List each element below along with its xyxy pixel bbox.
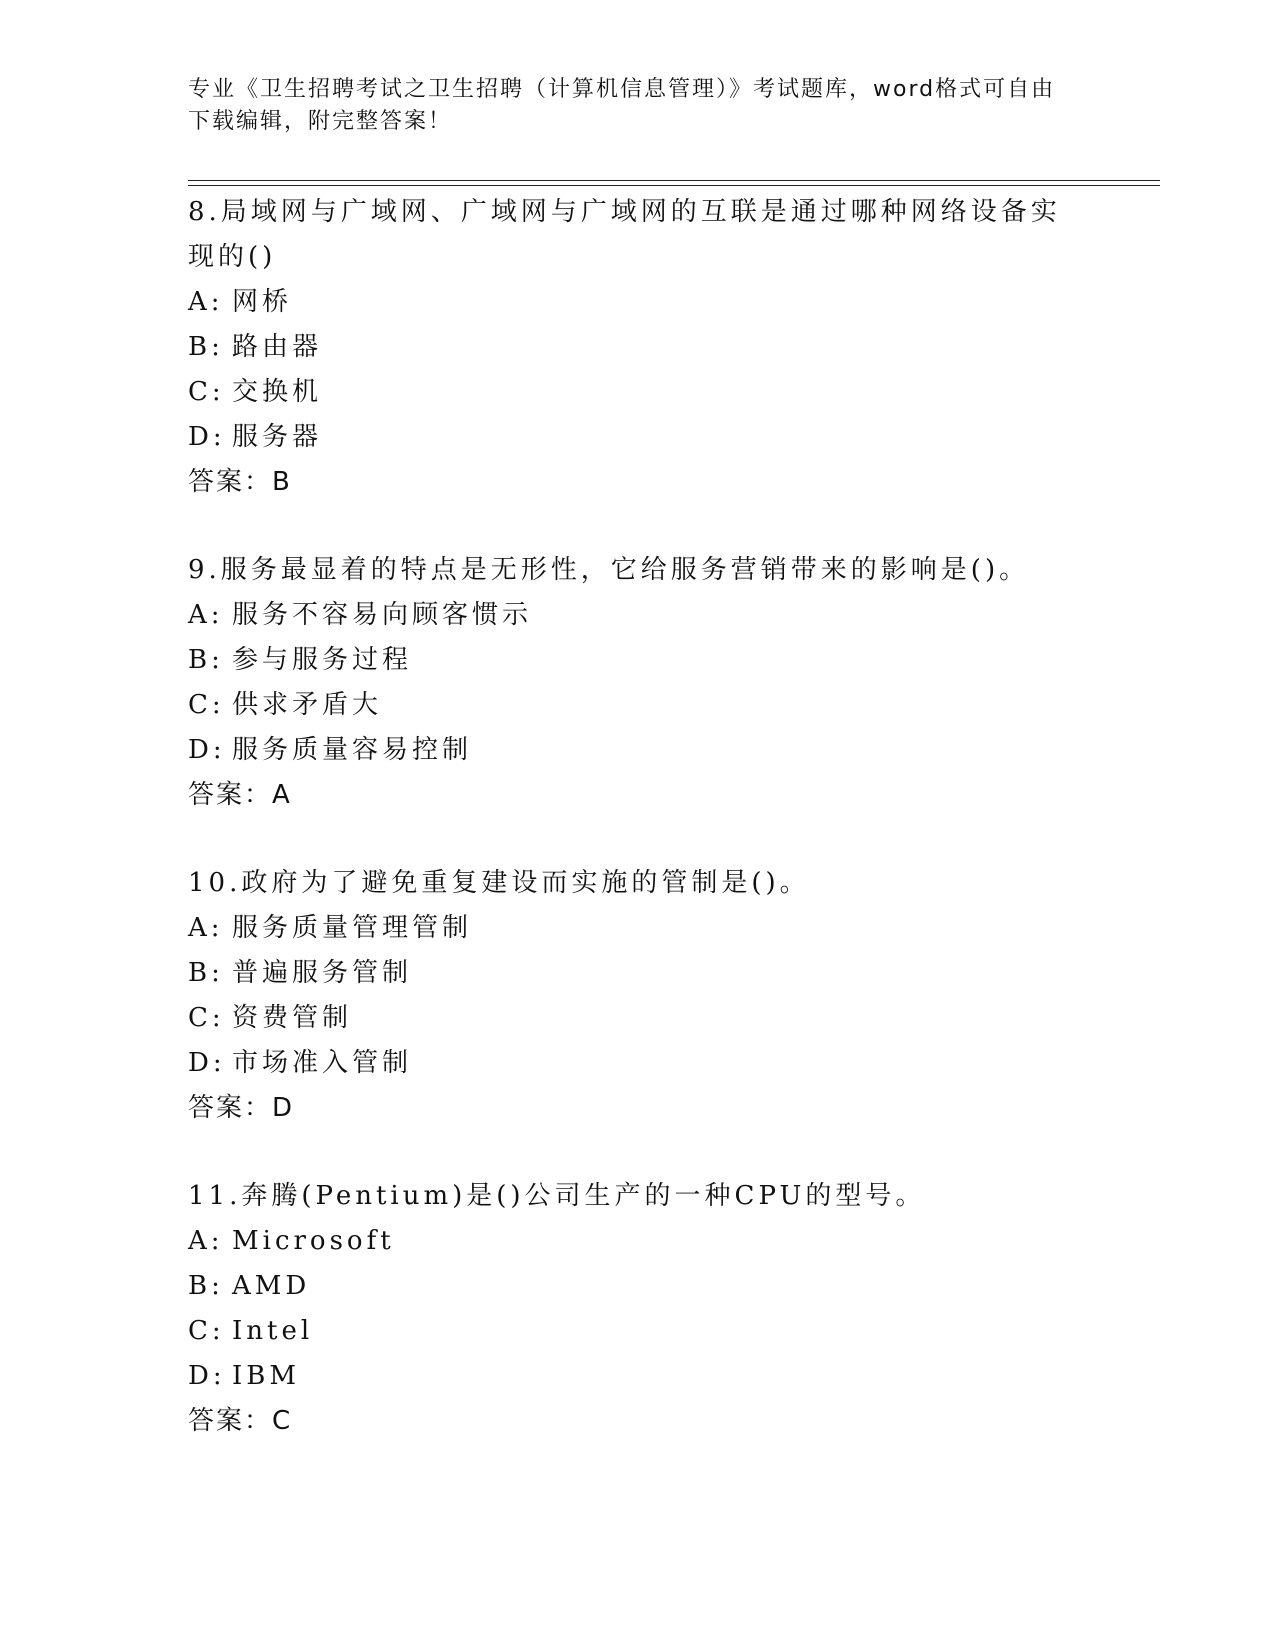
question-10 (188, 861, 1088, 1131)
option-b (188, 638, 1088, 683)
option-c (188, 996, 1088, 1041)
option-a (188, 1219, 1088, 1264)
question-stem: 10.政府为了避免重复建设而实施的管制是()。 (188, 868, 810, 898)
option-key: B: (188, 645, 224, 675)
option-key: A: (188, 1226, 224, 1256)
answer-line: 答案：A (188, 780, 292, 810)
option-key: C: (188, 1003, 225, 1033)
option-text: 市场准入管制 (232, 1048, 413, 1078)
answer-line: 答案：B (188, 467, 292, 497)
option-b (188, 951, 1088, 996)
option-a (188, 906, 1088, 951)
option-d (188, 1354, 1088, 1399)
option-text: 参与服务过程 (232, 645, 413, 675)
question-8 (188, 190, 1088, 505)
option-key: D: (188, 1048, 226, 1078)
question-stem: 9.服务最显着的特点是无形性，它给服务营销带来的影响是()。 (188, 555, 1030, 585)
option-a (188, 593, 1088, 638)
option-c (188, 683, 1088, 728)
option-key: C: (188, 377, 225, 407)
option-b (188, 1264, 1088, 1309)
option-key: A: (188, 913, 224, 943)
header-rule-bottom (188, 185, 1160, 186)
option-key: D: (188, 1361, 226, 1391)
document-header: 专业《卫生招聘考试之卫生招聘（计算机信息管理）》考试题库，word格式可自由下载编辑，附完整答案！ (188, 77, 1056, 134)
option-text: IBM (232, 1361, 300, 1391)
option-c (188, 1309, 1088, 1354)
option-d (188, 1041, 1088, 1086)
option-text: Intel (232, 1316, 314, 1346)
option-key: D: (188, 422, 226, 452)
answer-line: 答案：D (188, 1093, 295, 1123)
option-key: C: (188, 690, 225, 720)
option-text: 交换机 (232, 377, 323, 407)
option-text: 资费管制 (232, 1003, 353, 1033)
option-text: 服务不容易向顾客惯示 (232, 600, 533, 630)
answer-line: 答案：C (188, 1406, 293, 1436)
option-text: 普遍服务管制 (232, 958, 413, 988)
option-text: Microsoft (232, 1226, 395, 1256)
header-rule-top (188, 180, 1160, 181)
option-key: D: (188, 735, 226, 765)
option-b (188, 325, 1088, 370)
question-stem: 8.局域网与广域网、广域网与广域网的互联是通过哪种网络设备实现的() (188, 197, 1061, 272)
option-text: 路由器 (232, 332, 323, 362)
option-text: 网桥 (232, 287, 293, 317)
question-list (188, 190, 1088, 1487)
question-9 (188, 548, 1088, 818)
option-key: B: (188, 1271, 224, 1301)
option-text: AMD (232, 1271, 311, 1301)
option-key: A: (188, 600, 224, 630)
option-key: B: (188, 332, 224, 362)
option-d (188, 728, 1088, 773)
question-11 (188, 1174, 1088, 1444)
option-key: B: (188, 958, 224, 988)
option-text: 服务质量管理管制 (232, 913, 473, 943)
option-text: 供求矛盾大 (232, 690, 383, 720)
option-key: A: (188, 287, 224, 317)
option-text: 服务质量容易控制 (232, 735, 473, 765)
option-key: C: (188, 1316, 225, 1346)
question-stem: 11.奔腾(Pentium)是()公司生产的一种CPU的型号。 (188, 1181, 926, 1211)
option-text: 服务器 (232, 422, 323, 452)
option-d (188, 415, 1088, 460)
option-c (188, 370, 1088, 415)
option-a (188, 280, 1088, 325)
